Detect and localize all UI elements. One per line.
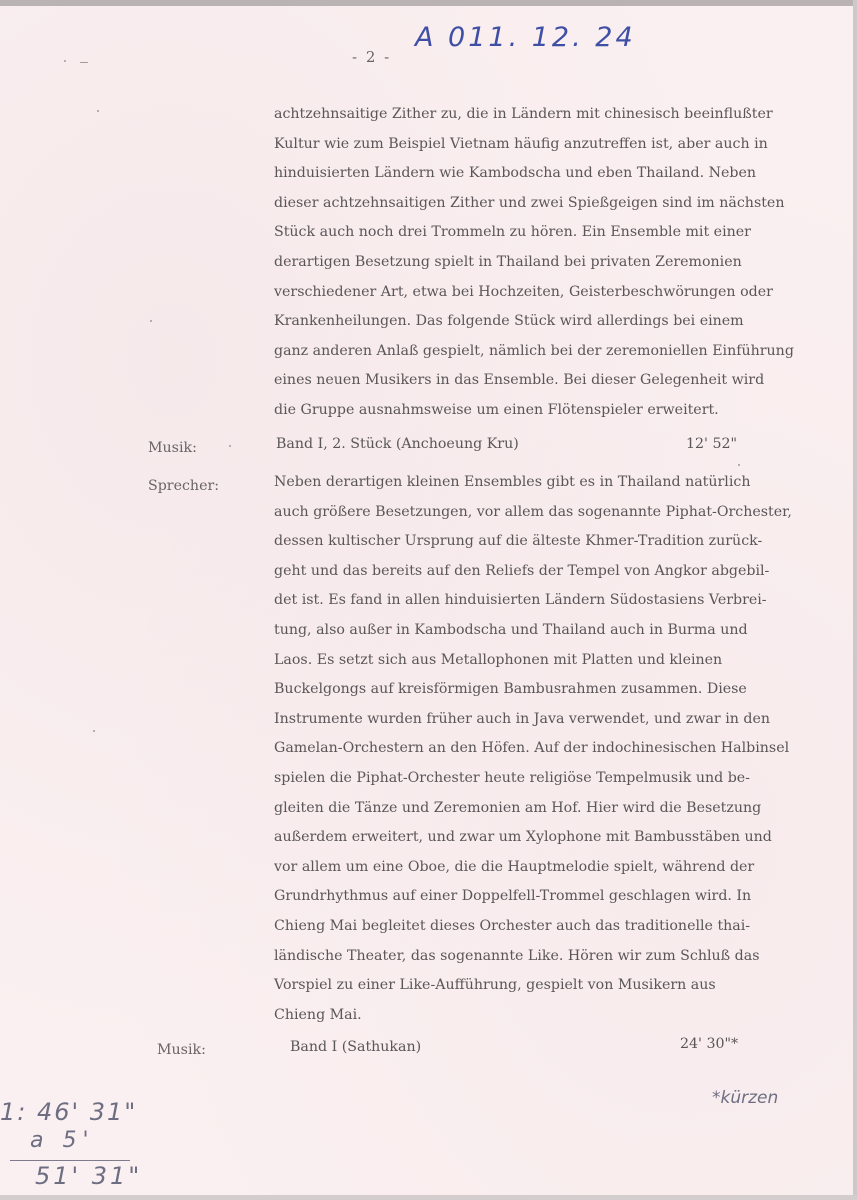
text-line: hinduisierten Ländern wie Kambodscha und eben Thailand. Neben: [274, 165, 757, 182]
text-line: eines neuen Musikers in das Ensemble. Bei dieser Gelegenheit wird: [274, 372, 765, 389]
scan-speck: [80, 62, 88, 63]
text-block-narration: [274, 468, 844, 1030]
text-line: Grundrhythmus auf einer Doppelfell-Trommel geschlagen wird. In: [274, 888, 752, 905]
music-cue-title: Band I, 2. Stück (Anchoeung Kru): [276, 436, 519, 452]
handwritten-sum-rule: [10, 1160, 130, 1161]
text-line: Laos. Es setzt sich aus Metallophonen mit Platten und kleinen: [274, 651, 723, 668]
music-cue-duration: 12' 52": [686, 436, 738, 452]
text-line: det ist. Es fand in allen hinduisierten Ländern Südostasiens Verbrei-: [274, 592, 767, 609]
text-line: vor allem um eine Oboe, die die Hauptmelodie spielt, während der: [274, 858, 755, 875]
text-line: Vorspiel zu einer Like-Aufführung, gespielt von Musikern aus: [274, 977, 716, 994]
handwritten-duration-total: 51' 31": [35, 1162, 143, 1190]
handwritten-duration-sum: 1: 46' 31": [0, 1098, 138, 1126]
text-line: ganz anderen Anlaß gespielt, nämlich bei der zeremoniellen Einführung: [274, 342, 794, 359]
text-line: verschiedener Art, etwa bei Hochzeiten, Geisterbeschwörungen oder: [274, 283, 773, 300]
scan-speck: [229, 445, 231, 447]
text-line: auch größere Besetzungen, vor allem das sogenannte Piphat-Orchester,: [274, 503, 792, 520]
music-cue-title: Band I (Sathukan): [290, 1039, 422, 1055]
text-line: außerdem erweitert, und zwar um Xylophone mit Bambusstäben und: [274, 829, 772, 846]
handwritten-archive-reference: A 011. 12. 24: [415, 22, 636, 53]
text-line: dieser achtzehnsaitigen Zither und zwei Spießgeigen sind im nächsten: [274, 194, 785, 211]
page-number: - 2 -: [352, 48, 392, 66]
scan-speck: [64, 60, 66, 62]
scan-speck: [93, 730, 95, 732]
text-line: Chieng Mai.: [274, 1006, 362, 1023]
text-line: dessen kultischer Ursprung auf die älteste Khmer-Tradition zurück-: [274, 533, 763, 550]
music-cue-duration: 24' 30"*: [680, 1036, 739, 1052]
scan-edge-bottom: [0, 1195, 857, 1200]
speaker-label-musik: Musik:: [157, 1042, 206, 1058]
text-line: Buckelgongs auf kreisförmigen Bambusrahmen zusammen. Diese: [274, 681, 747, 698]
text-block-intro: [274, 100, 844, 426]
text-line: Krankenheilungen. Das folgende Stück wird allerdings bei einem: [274, 313, 744, 330]
text-line: Chieng Mai begleitet dieses Orchester auch das traditionelle thai-: [274, 917, 751, 934]
text-line: geht und das bereits auf den Reliefs der Tempel von Angkor abgebil-: [274, 562, 770, 579]
text-line: gleiten die Tänze und Zeremonien am Hof. Hier wird die Besetzung: [274, 799, 762, 816]
text-line: spielen die Piphat-Orchester heute religiöse Tempelmusik und be-: [274, 769, 750, 786]
speaker-label-sprecher: Sprecher:: [148, 478, 220, 494]
scan-edge-right: [853, 0, 857, 1200]
text-line: Neben derartigen kleinen Ensembles gibt es in Thailand natürlich: [274, 474, 751, 490]
scan-speck: [97, 110, 99, 112]
text-line: tung, also außer in Kambodscha und Thailand auch in Burma und: [274, 621, 748, 638]
scan-speck: [738, 464, 740, 466]
handwritten-duration-addition: a 5': [30, 1128, 95, 1153]
text-line: Kultur wie zum Beispiel Vietnam häufig anzutreffen ist, aber auch in: [274, 135, 768, 152]
text-line: die Gruppe ausnahmsweise um einen Flötenspieler erweitert.: [274, 401, 719, 418]
text-line: ländische Theater, das sogenannte Like. Hören wir zum Schluß das: [274, 947, 760, 964]
text-line: Instrumente wurden früher auch in Java verwendet, und zwar in den: [274, 710, 771, 727]
text-line: achtzehnsaitige Zither zu, die in Ländern mit chinesisch beeinflußter: [274, 106, 773, 122]
text-line: Stück auch noch drei Trommeln zu hören. Ein Ensemble mit einer: [274, 224, 751, 241]
text-line: derartigen Besetzung spielt in Thailand bei privaten Zeremonien: [274, 253, 742, 270]
scan-edge-top: [0, 0, 857, 6]
speaker-label-musik: Musik:: [148, 440, 197, 456]
scan-speck: [150, 320, 152, 322]
handwritten-cut-note: *kürzen: [712, 1088, 779, 1108]
text-line: Gamelan-Orchestern an den Höfen. Auf der indochinesischen Halbinsel: [274, 740, 790, 757]
